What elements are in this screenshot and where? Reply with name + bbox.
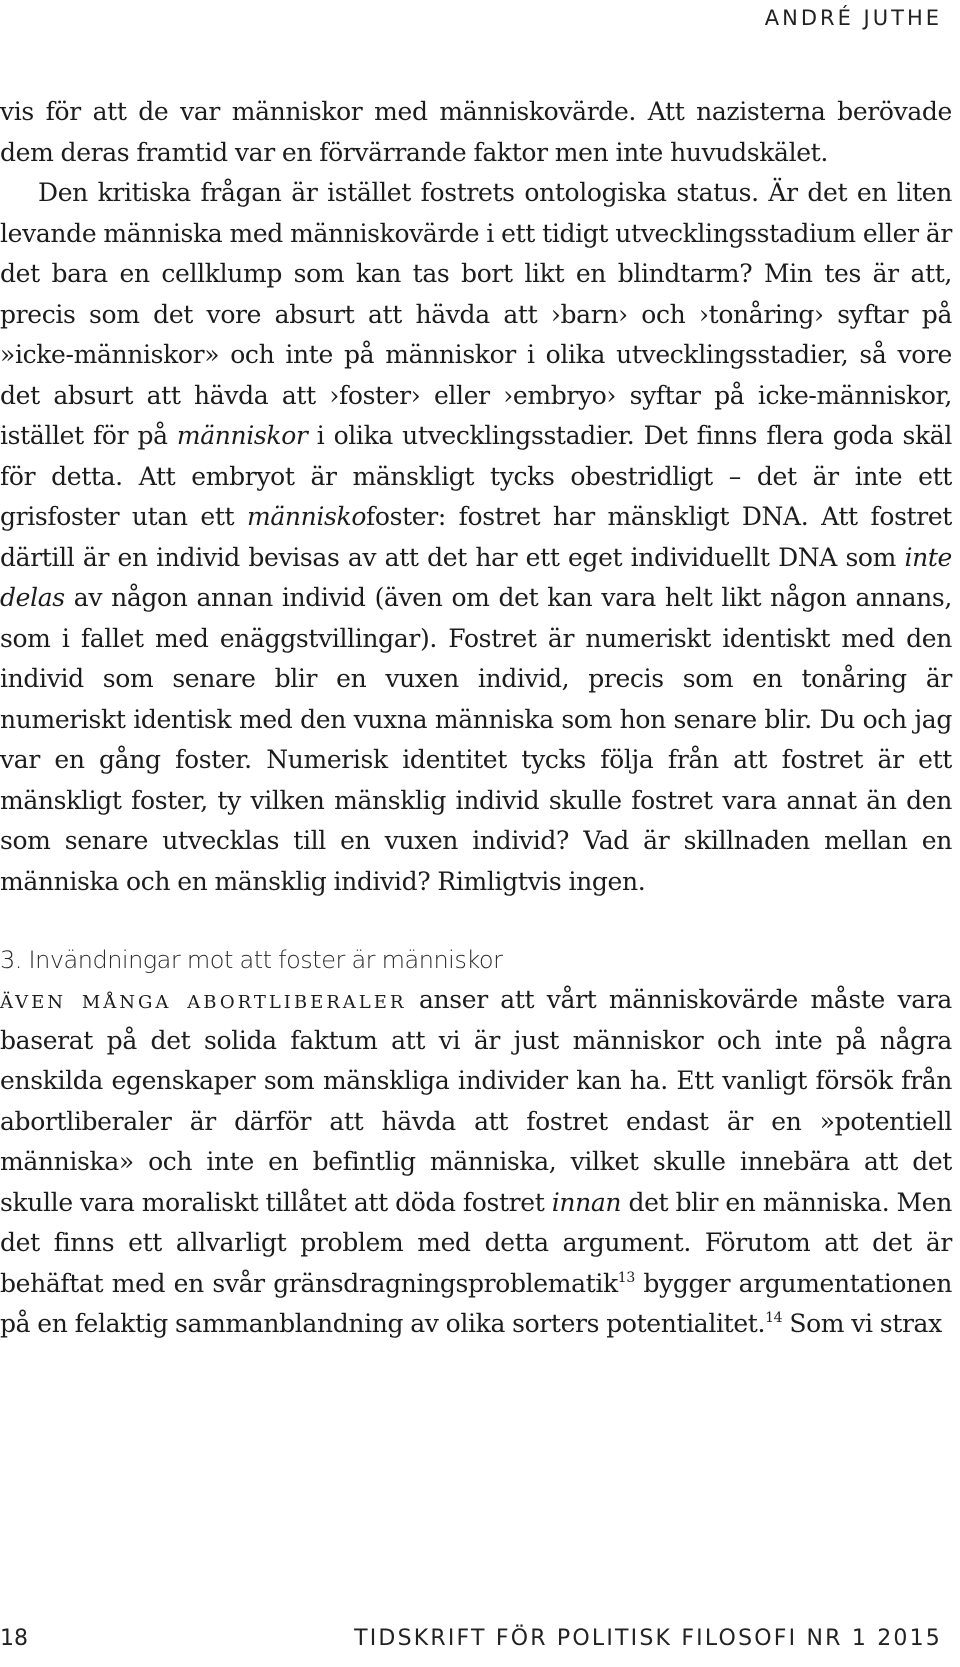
paragraph — [0, 92, 952, 173]
emphasis-text: inte delas — [0, 542, 952, 612]
emphasis-text: innan — [551, 1187, 622, 1217]
article-body — [0, 92, 952, 1345]
emphasis-text: människor — [176, 421, 308, 450]
emphasis-text: människo — [246, 502, 367, 531]
paragraph-text: av någon annan individ (även om det kan vara helt likt någon annans, som i fallet med enäggstvillingar). Fostret är numeriskt identiskt med den individ som senare blir en vuxen individ, precis som en tonåring är numeriskt identisk med den vuxna människa som hon senare blir. Du och jag var en gång foster. Numerisk identitet tycks följa från att fostret är ett mänskligt foster, ty vilken mänsklig individ skulle fostret vara annat än den som senare utvecklas till en vuxen individ? Vad är skillnaden mellan en människa och en mänsklig individ? Rimligtvis ingen. — [0, 583, 952, 896]
paragraph-text: Som vi strax — [782, 1309, 942, 1338]
footnote-ref[interactable]: 13 — [617, 1269, 635, 1286]
paragraph-text: det blir en människa. Men det finns ett allvarligt problem med detta argument. Förutom att det är behäftat med en svår gränsdragningsproblematik — [0, 1187, 953, 1298]
section-title: Invändningar mot att foster är människor — [28, 946, 503, 974]
page-footer — [0, 1626, 942, 1658]
section-heading — [0, 940, 952, 980]
paragraph-text: anser att vårt människovärde måste vara baserat på det solida faktum att vi är just människor och inte på några enskilda egenskaper som mänskliga individer kan ha. Ett vanligt försök från abortliberaler är därför att hävda att fostret endast är en »potentiell människa» och inte en befintlig människa, vilket skulle innebära att det skulle vara moraliskt tillåtet att döda fostret — [0, 985, 952, 1217]
paragraph-text: vis för att de var människor med människovärde. Att nazisterna berövade dem deras framtid var en förvärrande faktor men inte huvudskälet. — [0, 97, 952, 167]
paragraph-text: Den kritiska frågan är istället fostrets ontologiska status. Är det en liten levande människa med människovärde i ett tidigt utvecklingsstadium eller är det bara en cellklump som kan tas bort likt en blindtarm? Min tes är att, precis som det vore absurt att hävda att ›barn› och ›tonåring› syftar på »icke-människor» och inte på människor i olika utvecklingsstadier, så vore det absurt att hävda att ›foster› eller ›embryo› syftar på icke-människor, istället för på — [0, 178, 952, 450]
section-number: 3. — [0, 946, 22, 974]
paragraph — [0, 980, 952, 1345]
paragraph-text: i olika utvecklingsstadier. Det finns flera goda skäl för detta. Att embryot är mänskligt tycks obestridligt – det är inte ett grisfoster utan ett — [0, 421, 952, 531]
paragraph-text: bygger argumentationen på en felaktig sammanblandning av olika sorters potentialitet. — [0, 1268, 952, 1338]
page-number: 18 — [0, 1626, 28, 1651]
paragraph — [0, 173, 952, 902]
paragraph-text: foster: fostret har mänskligt DNA. Att fostret därtill är en individ bevisas av att det har ett eget individuellt DNA som — [0, 502, 952, 572]
running-head-author: ANDRÉ JUTHE — [764, 6, 942, 30]
footnote-ref[interactable]: 14 — [765, 1310, 783, 1326]
lead-in-smallcaps: även många abortliberaler — [0, 985, 407, 1014]
journal-title: TIDSKRIFT FÖR POLITISK FILOSOFI NR 1 2015 — [354, 1626, 942, 1651]
